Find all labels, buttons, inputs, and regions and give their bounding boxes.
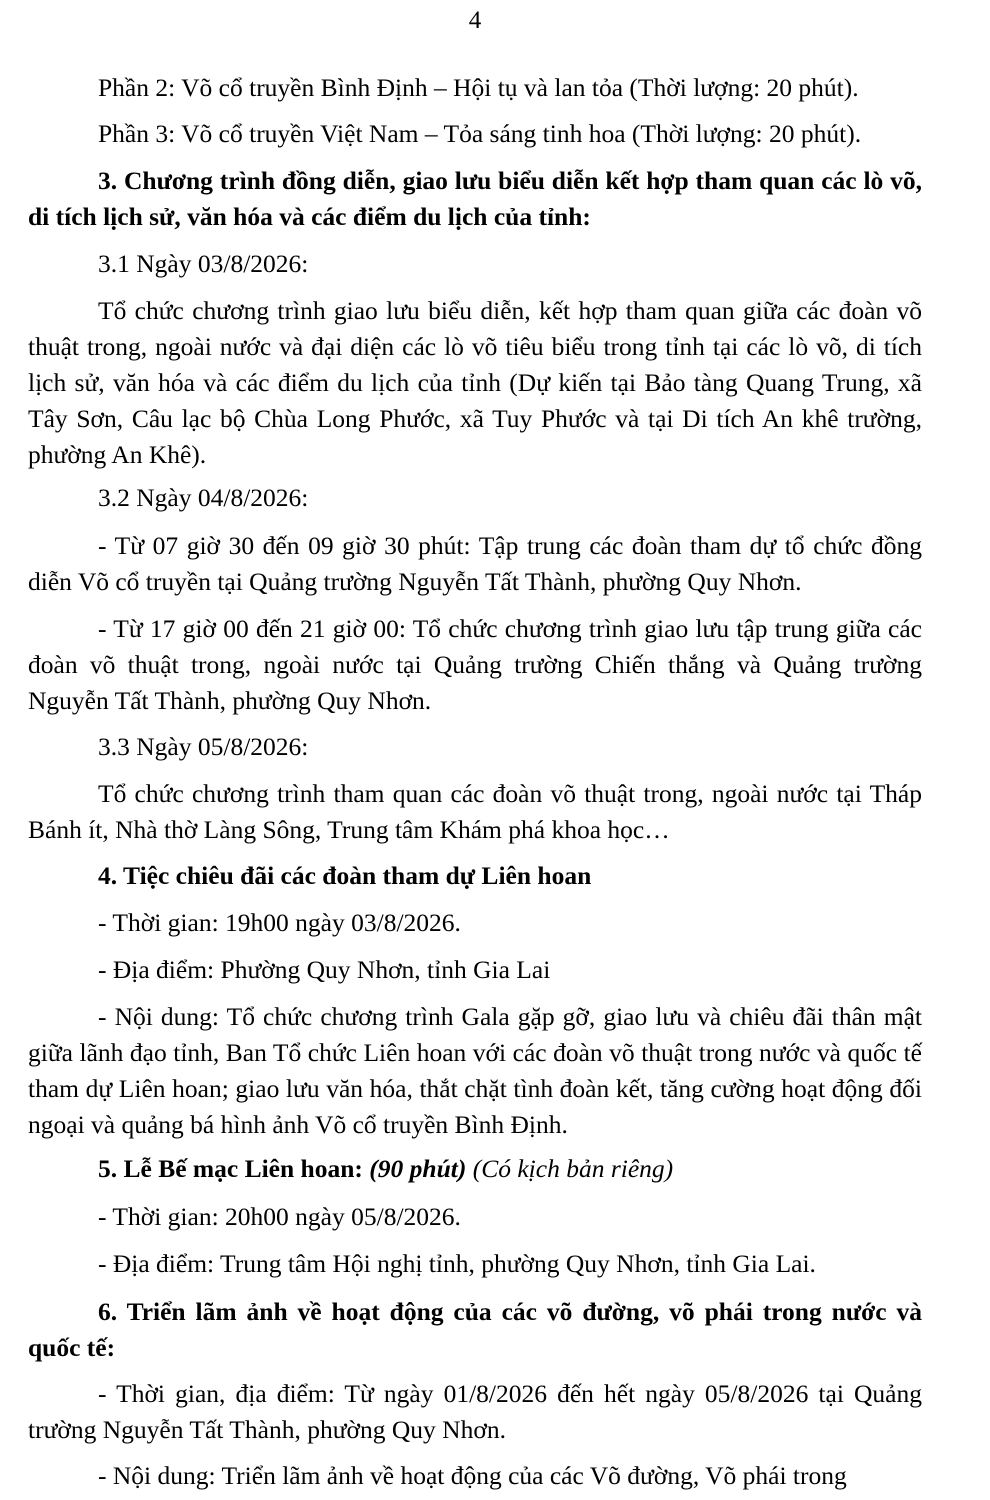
heading-section-5 (28, 1151, 922, 1187)
heading-5-title: 5. Lễ Bế mạc Liên hoan: (98, 1154, 370, 1183)
paragraph-3-3: Tổ chức chương trình tham quan các đoàn võ thuật trong, ngoài nước tại Tháp Bánh ít, Nhà thờ Làng Sông, Trung tâm Khám phá khoa học… (28, 779, 922, 844)
paragraph-part-3: Phần 3: Võ cổ truyền Việt Nam – Tỏa sáng tinh hoa (Thời lượng: 20 phút). (98, 119, 862, 148)
subheading-3-2: 3.2 Ngày 04/8/2026: (98, 483, 309, 512)
paragraph-4-location: - Địa điểm: Phường Quy Nhơn, tỉnh Gia Lai (98, 955, 551, 984)
heading-5-duration: (90 phút) (369, 1154, 467, 1183)
paragraph-6-content: - Nội dung: Triển lãm ảnh về hoạt động của các Võ đường, Võ phái trong (98, 1461, 847, 1490)
subheading-3-1: 3.1 Ngày 03/8/2026: (98, 249, 309, 278)
paragraph-part-2: Phần 2: Võ cổ truyền Bình Định – Hội tụ và lan tỏa (Thời lượng: 20 phút). (98, 73, 859, 102)
page-number: 4 (468, 7, 482, 34)
heading-section-3: 3. Chương trình đồng diễn, giao lưu biểu diễn kết hợp tham quan các lò võ, di tích lịch sử, văn hóa và các điểm du lịch của tỉnh: (28, 166, 922, 231)
heading-section-4: 4. Tiệc chiêu đãi các đoàn tham dự Liên hoan (98, 861, 592, 890)
paragraph-3-2-morning: - Từ 07 giờ 30 đến 09 giờ 30 phút: Tập trung các đoàn tham dự tổ chức đồng diễn Võ cổ truyền tại Quảng trường Nguyễn Tất Thành, phường Quy Nhơn. (28, 531, 922, 596)
subheading-3-3: 3.3 Ngày 05/8/2026: (98, 732, 309, 761)
paragraph-3-1: Tổ chức chương trình giao lưu biểu diễn, kết hợp tham quan giữa các đoàn võ thuật trong, ngoài nước và đại diện các lò võ tiêu biểu trong tỉnh tại các lò võ, di tích lịch sử, văn hóa và các điểm du lịch của tỉnh (Dự kiến tại Bảo tàng Quang Trung, xã Tây Sơn, Câu lạc bộ Chùa Long Phước, xã Tuy Phước và tại Di tích An khê trường, phường An Khê). (28, 296, 922, 469)
paragraph-3-2-evening: - Từ 17 giờ 00 đến 21 giờ 00: Tổ chức chương trình giao lưu tập trung giữa các đoàn võ thuật trong, ngoài nước tại Quảng trường Chiến thắng và Quảng trường Nguyễn Tất Thành, phường Quy Nhơn. (28, 614, 922, 715)
paragraph-5-location: - Địa điểm: Trung tâm Hội nghị tỉnh, phường Quy Nhơn, tỉnh Gia Lai. (98, 1249, 816, 1278)
paragraph-5-time: - Thời gian: 20h00 ngày 05/8/2026. (98, 1202, 461, 1231)
paragraph-4-content: - Nội dung: Tổ chức chương trình Gala gặp gỡ, giao lưu và chiêu đãi thân mật giữa lãnh đạo tỉnh, Ban Tổ chức Liên hoan với các đoàn võ thuật trong nước và quốc tế tham dự Liên hoan; giao lưu văn hóa, thắt chặt tình đoàn kết, tăng cường hoạt động đối ngoại và quảng bá hình ảnh Võ cổ truyền Bình Định. (28, 1002, 922, 1139)
paragraph-6-time-location: - Thời gian, địa điểm: Từ ngày 01/8/2026 đến hết ngày 05/8/2026 tại Quảng trường Nguyễn Tất Thành, phường Quy Nhơn. (28, 1379, 922, 1444)
paragraph-4-time: - Thời gian: 19h00 ngày 03/8/2026. (98, 908, 461, 937)
heading-section-6: 6. Triển lãm ảnh về hoạt động của các võ đường, võ phái trong nước và quốc tế: (28, 1297, 922, 1362)
heading-5-note: (Có kịch bản riêng) (466, 1154, 674, 1183)
